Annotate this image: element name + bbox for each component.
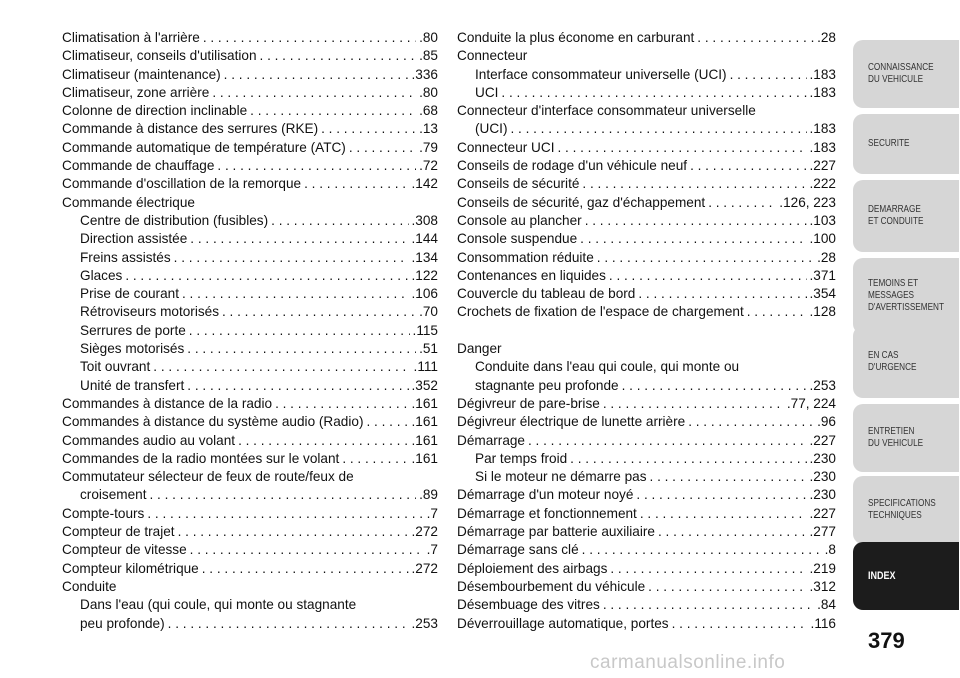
entry-label: Commande de chauffage <box>62 158 215 174</box>
sidebar-tab-1[interactable] <box>853 40 959 108</box>
index-entry[interactable] <box>62 285 438 303</box>
dot-leader <box>182 285 409 303</box>
entry-page-ref[interactable]: .222 <box>809 176 836 192</box>
index-entry[interactable] <box>62 505 438 523</box>
dot-leader <box>304 175 408 193</box>
entry-label: Colonne de direction inclinable <box>62 103 248 119</box>
dot-leader <box>603 596 814 614</box>
entry-page-ref[interactable]: .103 <box>809 212 836 228</box>
entry-label: Climatiseur (maintenance) <box>62 66 221 82</box>
entry-page-ref[interactable]: .312 <box>809 578 836 594</box>
index-entry[interactable] <box>62 432 438 450</box>
index-entry[interactable] <box>457 285 836 303</box>
entry-page-ref[interactable]: .371 <box>809 267 836 283</box>
entry-label: Démarrage sans clé <box>457 542 579 558</box>
sidebar-tab-label: INDEX <box>868 570 896 582</box>
index-entry[interactable] <box>457 541 836 559</box>
entry-page-ref[interactable]: .7 <box>426 505 438 521</box>
entry-label: Crochets de fixation de l'espace de chargement <box>457 304 744 320</box>
dot-leader <box>708 194 776 212</box>
index-entry[interactable] <box>457 450 836 468</box>
entry-page-ref[interactable]: .336 <box>411 66 438 82</box>
index-heading: Dans l'eau (qui coule, qui monte ou stagnante <box>80 597 357 613</box>
entry-label: Démarrage par batterie auxiliaire <box>457 524 655 540</box>
entry-label: stagnante peu profonde <box>475 377 619 393</box>
dot-leader <box>747 303 807 321</box>
index-entry[interactable] <box>457 523 836 541</box>
dot-leader <box>688 413 814 431</box>
entry-page-ref[interactable]: .142 <box>411 176 438 192</box>
dot-leader <box>610 560 806 578</box>
entry-label: Compteur kilométrique <box>62 560 199 576</box>
entry-label: Interface consommateur universelle (UCI) <box>475 66 727 82</box>
index-entry[interactable] <box>62 560 438 578</box>
index-heading: Commutateur sélecteur de feux de route/feux de <box>62 469 354 485</box>
sidebar-tab-label: DEMARRAGE ET CONDUITE <box>868 204 924 227</box>
index-entry[interactable] <box>457 432 836 450</box>
entry-label: Serrures de porte <box>80 322 186 338</box>
sidebar-tab-label: SECURITE <box>868 138 910 149</box>
dot-leader <box>697 29 814 47</box>
dot-leader <box>349 139 416 157</box>
dot-leader <box>202 560 409 578</box>
entry-label: Glaces <box>80 267 123 283</box>
entry-label: peu profonde) <box>80 615 165 631</box>
watermark: carmanualsonline.info <box>590 652 786 673</box>
entry-page-ref[interactable]: .80 <box>419 30 438 45</box>
sidebar-tab-label: SPECIFICATIONS TECHNIQUES <box>868 498 936 521</box>
entry-page-ref[interactable]: .77, 224 <box>786 395 836 411</box>
index-entry[interactable] <box>457 596 836 614</box>
dot-leader <box>585 212 807 230</box>
index-entry[interactable] <box>457 468 836 486</box>
entry-label: Déverrouillage automatique, portes <box>457 615 669 631</box>
index-entry[interactable] <box>62 267 438 285</box>
entry-page-ref[interactable]: .79 <box>419 139 438 155</box>
entry-page-ref[interactable]: .277 <box>809 524 836 540</box>
index-entry[interactable] <box>62 47 438 65</box>
sidebar-tab-7[interactable] <box>853 476 959 544</box>
entry-label: Commandes audio au volant <box>62 432 236 448</box>
entry-page-ref[interactable]: .116 <box>810 615 836 631</box>
dot-leader <box>648 578 806 596</box>
index-entry[interactable] <box>457 29 836 47</box>
entry-page-ref[interactable]: .161 <box>411 414 438 430</box>
dot-leader <box>366 413 408 431</box>
sidebar-tab-label: CONNAISSANCE DU VEHICULE <box>868 62 934 85</box>
dot-leader <box>582 175 806 193</box>
dot-leader <box>582 541 822 559</box>
index-entry[interactable] <box>62 413 438 431</box>
dot-leader <box>603 395 784 413</box>
entry-label: Dégivreur de pare-brise <box>457 395 600 411</box>
dot-leader <box>250 102 416 120</box>
index-entry[interactable] <box>62 486 438 504</box>
entry-page-ref[interactable]: .28 <box>817 30 836 45</box>
dot-leader <box>609 267 807 285</box>
dot-leader <box>597 249 814 267</box>
index-heading: Conduite <box>62 578 117 594</box>
entry-page-ref[interactable]: .354 <box>809 286 836 302</box>
index-entry[interactable] <box>62 303 438 321</box>
dot-leader <box>125 267 408 285</box>
index-entry[interactable] <box>62 395 438 413</box>
entry-page-ref[interactable]: .227 <box>809 505 836 521</box>
entry-label: Commande automatique de température (ATC) <box>62 139 346 155</box>
dot-leader <box>147 505 423 523</box>
dot-leader <box>658 523 807 541</box>
index-entry[interactable] <box>62 523 438 541</box>
entry-page-ref[interactable]: .13 <box>419 121 438 137</box>
index-column-right <box>457 29 836 633</box>
sidebar-tab-label: ENTRETIEN DU VEHICULE <box>868 426 924 449</box>
index-heading: Conduite dans l'eau qui coule, qui monte ou <box>475 359 740 375</box>
entry-label: Toit ouvrant <box>80 359 151 375</box>
entry-page-ref[interactable]: .183 <box>809 121 836 137</box>
index-entry[interactable] <box>457 413 836 431</box>
entry-label: Climatiseur, conseils d'utilisation <box>62 48 257 64</box>
entry-label: Couvercle du tableau de bord <box>457 286 636 302</box>
entry-label: Commande à distance des serrures (RKE) <box>62 121 319 137</box>
dot-leader <box>570 450 806 468</box>
entry-label: (UCI) <box>475 121 508 137</box>
entry-page-ref[interactable]: .106 <box>411 286 438 302</box>
index-entry[interactable] <box>457 139 836 157</box>
dot-leader <box>203 29 416 47</box>
dot-leader <box>153 358 410 376</box>
entry-page-ref[interactable]: .253 <box>809 377 836 393</box>
dot-leader <box>149 486 416 504</box>
sidebar-tab-label: TEMOINS ET MESSAGES D'AVERTISSEMENT <box>868 278 944 313</box>
dot-leader <box>557 139 806 157</box>
index-entry[interactable] <box>62 322 438 340</box>
entry-page-ref[interactable]: .80 <box>419 84 438 100</box>
index-entry[interactable] <box>62 120 438 138</box>
entry-page-ref[interactable]: .96 <box>817 414 836 430</box>
index-entry[interactable] <box>62 84 438 102</box>
entry-page-ref[interactable]: .219 <box>809 560 836 576</box>
entry-label: Désembuage des vitres <box>457 597 600 613</box>
section-sidebar <box>848 0 960 678</box>
entry-label: Rétroviseurs motorisés <box>80 304 219 320</box>
dot-leader <box>580 230 806 248</box>
index-entry[interactable] <box>457 395 836 413</box>
index-entry[interactable] <box>62 450 438 468</box>
entry-page-ref[interactable]: .85 <box>419 48 438 64</box>
dot-leader <box>271 212 408 230</box>
entry-page-ref[interactable]: .115 <box>412 322 438 338</box>
page-number: 379 <box>868 628 905 653</box>
index-entry[interactable] <box>62 139 438 157</box>
entry-page-ref[interactable]: .183 <box>809 84 836 100</box>
entry-label: Compteur de vitesse <box>62 542 187 558</box>
entry-page-ref[interactable]: .144 <box>411 231 438 247</box>
index-entry[interactable] <box>62 157 438 175</box>
dot-leader <box>168 615 409 633</box>
entry-label: Conseils de rodage d'un véhicule neuf <box>457 158 688 174</box>
index-entry[interactable] <box>457 560 836 578</box>
entry-page-ref[interactable]: .8 <box>824 542 836 558</box>
dot-leader <box>190 541 424 559</box>
index-entry[interactable] <box>457 212 836 230</box>
index-entry[interactable] <box>457 377 836 395</box>
entry-label: Connecteur UCI <box>457 139 555 155</box>
entry-label: Commandes à distance de la radio <box>62 395 273 411</box>
entry-label: Commandes à distance du système audio (Radio) <box>62 414 364 430</box>
sidebar-tab-6[interactable] <box>853 404 959 472</box>
index-entry[interactable] <box>457 120 836 138</box>
entry-page-ref[interactable]: .272 <box>411 560 438 576</box>
dot-leader <box>187 377 408 395</box>
entry-page-ref[interactable]: .308 <box>411 212 438 228</box>
index-heading: Commande électrique <box>62 194 195 210</box>
index-column-left <box>62 29 438 633</box>
entry-label: Désembourbement du véhicule <box>457 578 646 594</box>
dot-leader <box>672 615 808 633</box>
entry-page-ref[interactable]: .72 <box>419 158 438 174</box>
entry-label: Compteur de trajet <box>62 524 175 540</box>
index-entry[interactable] <box>62 212 438 230</box>
index-entry[interactable] <box>457 194 836 212</box>
entry-label: croisement <box>80 487 147 503</box>
entry-page-ref[interactable]: .161 <box>411 450 438 466</box>
index-entry[interactable] <box>62 377 438 395</box>
dot-leader <box>189 322 410 340</box>
entry-page-ref[interactable]: .227 <box>809 432 836 448</box>
entry-label: Climatiseur, zone arrière <box>62 84 210 100</box>
index-entry[interactable] <box>457 84 836 102</box>
dot-leader <box>174 249 409 267</box>
entry-label: Freins assistés <box>80 249 171 265</box>
entry-page-ref[interactable]: .183 <box>809 66 836 82</box>
entry-page-ref[interactable]: .230 <box>809 450 836 466</box>
dot-leader <box>342 450 408 468</box>
sidebar-tab-5[interactable] <box>853 326 959 398</box>
entry-label: Démarrage et fonctionnement <box>457 505 637 521</box>
index-entry[interactable] <box>62 29 438 47</box>
entry-page-ref[interactable]: .227 <box>809 158 836 174</box>
index-entry[interactable] <box>457 230 836 248</box>
dot-leader <box>212 84 416 102</box>
index-entry[interactable] <box>457 66 836 84</box>
dot-leader <box>190 230 408 248</box>
entry-page-ref[interactable]: .253 <box>411 615 438 631</box>
dot-leader <box>260 47 417 65</box>
entry-label: Climatisation à l'arrière <box>62 30 200 45</box>
entry-label: Commande d'oscillation de la remorque <box>62 176 302 192</box>
entry-page-ref[interactable]: .134 <box>411 249 438 265</box>
entry-page-ref[interactable]: .230 <box>809 469 836 485</box>
dot-leader <box>178 523 409 541</box>
entry-label: Sièges motorisés <box>80 341 185 357</box>
entry-page-ref[interactable]: .230 <box>809 487 836 503</box>
index-entry[interactable] <box>62 230 438 248</box>
entry-label: Conseils de sécurité <box>457 176 580 192</box>
index-entry[interactable] <box>457 505 836 523</box>
entry-label: Déploiement des airbags <box>457 560 608 576</box>
sidebar-tab-4[interactable] <box>853 258 959 334</box>
dot-leader <box>650 468 807 486</box>
dot-leader <box>510 120 806 138</box>
dot-leader <box>690 157 806 175</box>
index-entry[interactable] <box>457 157 836 175</box>
entry-label: Dégivreur électrique de lunette arrière <box>457 414 686 430</box>
dot-leader <box>321 120 416 138</box>
entry-page-ref[interactable]: .161 <box>411 432 438 448</box>
dot-leader <box>622 377 807 395</box>
sidebar-tab-2[interactable] <box>853 114 959 174</box>
dot-leader <box>222 303 416 321</box>
index-heading: Connecteur <box>457 48 528 64</box>
dot-leader <box>238 432 408 450</box>
entry-label: UCI <box>475 84 499 100</box>
index-entry[interactable] <box>457 578 836 596</box>
entry-label: Unité de transfert <box>80 377 185 393</box>
index-entry[interactable] <box>62 102 438 120</box>
entry-label: Commandes de la radio montées sur le volant <box>62 450 340 466</box>
entry-page-ref[interactable]: .111 <box>413 359 438 375</box>
entry-page-ref[interactable]: .183 <box>809 139 836 155</box>
sidebar-tab-8[interactable] <box>853 542 959 610</box>
entry-label: Par temps froid <box>475 450 568 466</box>
index-entry[interactable] <box>62 249 438 267</box>
entry-page-ref[interactable]: .128 <box>809 304 836 320</box>
index-entry[interactable] <box>62 615 438 633</box>
entry-label: Centre de distribution (fusibles) <box>80 212 269 228</box>
index-entry[interactable] <box>457 486 836 504</box>
dot-leader <box>275 395 408 413</box>
entry-label: Démarrage d'un moteur noyé <box>457 487 634 503</box>
index-entry[interactable] <box>62 340 438 358</box>
dot-leader <box>217 157 416 175</box>
index-heading: Connecteur d'interface consommateur universelle <box>457 103 756 119</box>
entry-page-ref[interactable]: .89 <box>419 487 438 503</box>
entry-page-ref[interactable]: .161 <box>411 395 438 411</box>
index-entry[interactable] <box>62 541 438 559</box>
sidebar-tab-3[interactable] <box>853 180 959 252</box>
dot-leader <box>638 285 806 303</box>
dot-leader <box>224 66 409 84</box>
index-entry[interactable] <box>457 175 836 193</box>
entry-page-ref[interactable]: .352 <box>411 377 438 393</box>
entry-label: Conseils de sécurité, gaz d'échappement <box>457 194 706 210</box>
dot-leader <box>730 66 807 84</box>
entry-page-ref[interactable]: .70 <box>419 304 438 320</box>
entry-label: Console au plancher <box>457 212 582 228</box>
dot-leader <box>501 84 806 102</box>
index-heading: Danger <box>457 341 502 357</box>
sidebar-tab-label: EN CAS D'URGENCE <box>868 350 917 373</box>
index-entry[interactable] <box>62 358 438 376</box>
entry-label: Console suspendue <box>457 231 578 247</box>
entry-page-ref[interactable]: .272 <box>411 524 438 540</box>
entry-page-ref[interactable]: .100 <box>809 231 836 247</box>
entry-label: Direction assistée <box>80 231 188 247</box>
dot-leader <box>640 505 807 523</box>
dot-leader <box>636 486 806 504</box>
entry-label: Démarrage <box>457 432 525 448</box>
entry-page-ref[interactable]: .122 <box>411 267 438 283</box>
entry-label: Compte-tours <box>62 505 145 521</box>
index-entry[interactable] <box>457 615 836 633</box>
entry-label: Conduite la plus économe en carburant <box>457 30 695 45</box>
spacer <box>457 322 836 340</box>
index-entry[interactable] <box>457 249 836 267</box>
entry-page-ref[interactable]: .68 <box>419 103 438 119</box>
entry-label: Consommation réduite <box>457 249 594 265</box>
dot-leader <box>187 340 416 358</box>
entry-label: Contenances en liquides <box>457 267 606 283</box>
index-entry[interactable] <box>457 303 836 321</box>
entry-label: Prise de courant <box>80 286 179 302</box>
entry-page-ref[interactable]: .51 <box>419 341 438 357</box>
entry-page-ref[interactable]: .28 <box>817 249 836 265</box>
index-entry[interactable] <box>457 267 836 285</box>
entry-page-ref[interactable]: .126, 223 <box>779 194 836 210</box>
index-entry[interactable] <box>62 175 438 193</box>
index-entry[interactable] <box>62 66 438 84</box>
entry-page-ref[interactable]: .7 <box>426 542 438 558</box>
entry-label: Si le moteur ne démarre pas <box>475 469 647 485</box>
dot-leader <box>528 432 807 450</box>
entry-page-ref[interactable]: .84 <box>817 597 836 613</box>
